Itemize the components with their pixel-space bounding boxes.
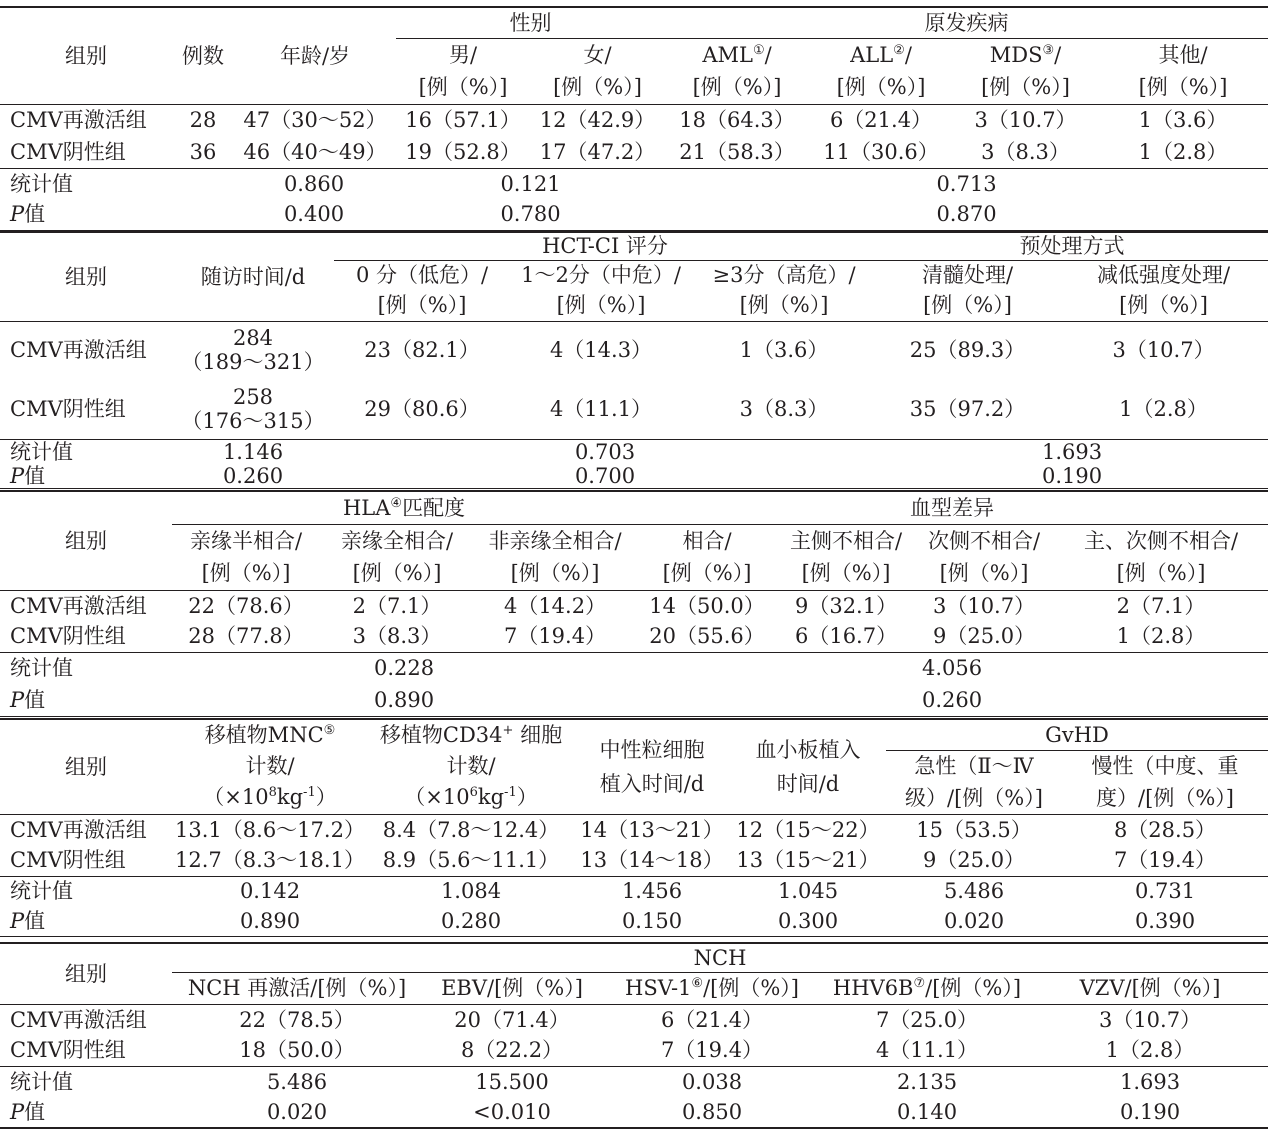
stat-row [0, 876, 1268, 906]
unrel-cell: 7（19.4） [474, 621, 636, 652]
count-cell: 28 [189, 108, 217, 133]
col-mds: MDS③/ [989, 42, 1062, 67]
stat-hct: 0.703 [574, 439, 636, 464]
table-graft [0, 718, 1268, 937]
aml-cell: 18（64.3） [679, 108, 795, 133]
mac-cell: 35（97.2） [876, 379, 1059, 439]
group-label: CMV阴性组 [0, 845, 172, 876]
platelet-cell: 13（15～21） [730, 845, 886, 876]
stat-row [0, 439, 1268, 464]
unit-label: [例（%）] [510, 290, 692, 321]
stat-label: 统计值 [10, 879, 73, 904]
p-vzv: 0.190 [1032, 1097, 1268, 1128]
female-cell: 12（42.9） [539, 108, 656, 133]
low-cell: 23（82.1） [364, 338, 480, 363]
table-row [0, 1004, 1268, 1035]
p-ebv: <0.010 [422, 1097, 602, 1128]
col-header-group: 组别 [0, 232, 172, 321]
col-header-platelet: 血小板植入 时间/d [730, 719, 886, 814]
col-header-sex: 性别 [396, 7, 665, 38]
col-aml: AML①/ [702, 42, 772, 67]
half-cell: 28（77.8） [172, 621, 320, 652]
unit-label: [例（%）] [1098, 71, 1268, 104]
major-cell: 6（16.7） [778, 621, 914, 652]
chronic-cell: 8（28.5） [1113, 817, 1217, 842]
age-cell: 47（30～52） [243, 108, 387, 133]
stat-chronic: 0.731 [1134, 879, 1196, 904]
col-header-group: 组别 [0, 7, 172, 104]
col-header-neutrophil: 中性粒细胞 植入时间/d [574, 719, 730, 814]
female-cell: 17（47.2） [530, 136, 665, 168]
col-mac: 清髓处理/ [921, 263, 1014, 288]
hhv6b-cell: 4（11.1） [822, 1035, 1032, 1066]
other-cell: 1（3.6） [1138, 108, 1228, 133]
table-row [0, 621, 1268, 652]
p-age: 0.400 [172, 199, 396, 230]
stat-label: 统计值 [10, 1069, 73, 1094]
stat-row [0, 168, 1268, 199]
cd34-cell: 8.4（7.8～12.4） [382, 817, 560, 842]
male-cell: 19（52.8） [396, 136, 530, 168]
group-label: CMV阴性组 [0, 136, 172, 168]
p-nch: 0.020 [172, 1097, 422, 1128]
col-match: 相合/ [682, 528, 732, 553]
p-row [0, 684, 1268, 716]
unit-label: [例（%）] [334, 290, 510, 321]
high-cell: 3（8.3） [692, 379, 876, 439]
p-label: P值 [0, 1097, 172, 1128]
p-hct: 0.700 [334, 464, 876, 489]
p-row [0, 906, 1268, 936]
all-cell: 6（21.4） [829, 108, 933, 133]
neutrophil-cell: 13（14～18） [574, 845, 730, 876]
col-acute-unit: 级）/[例（%）] [886, 782, 1062, 814]
unit-label: [例（%）] [809, 71, 953, 104]
minor-cell: 9（25.0） [914, 621, 1054, 652]
group-label: CMV再激活组 [10, 1007, 147, 1032]
col-header-group: 组别 [0, 719, 172, 814]
age-cell: 46（40～49） [234, 136, 396, 168]
stat-label: 统计值 [10, 656, 73, 681]
group-label: CMV阴性组 [0, 1035, 172, 1066]
unit-label: [例（%）] [474, 557, 636, 590]
mac-cell: 25（89.3） [909, 338, 1026, 363]
col-high: ≥3分（高危）/ [712, 263, 856, 288]
col-major: 主侧不相合/ [789, 528, 903, 553]
col-header-age: 年龄/岁 [234, 7, 396, 104]
stat-hhv6b: 2.135 [896, 1069, 958, 1094]
both-cell: 2（7.1） [1116, 593, 1206, 618]
ebv-cell: 8（22.2） [422, 1035, 602, 1066]
stat-cd34: 1.084 [440, 879, 502, 904]
col-hhv6b: HHV6B⑦/[例（%）] [822, 972, 1032, 1004]
both-cell: 1（2.8） [1054, 621, 1268, 652]
col-half: 亲缘半相合/ [189, 528, 303, 553]
table-hla-blood [0, 490, 1268, 717]
chronic-cell: 7（19.4） [1062, 845, 1268, 876]
stat-label: 统计值 [10, 171, 73, 196]
stat-cond: 1.693 [1041, 439, 1103, 464]
p-label: P值 [0, 684, 172, 716]
table-row [0, 136, 1268, 168]
neutrophil-cell: 14（13～21） [580, 817, 724, 842]
col-header-blood: 血型差异 [636, 491, 1268, 524]
minor-cell: 3（10.7） [932, 593, 1036, 618]
unrel-cell: 4（14.2） [503, 593, 607, 618]
stat-hsv: 0.038 [681, 1069, 743, 1094]
match-cell: 20（55.6） [636, 621, 778, 652]
p-follow: 0.260 [172, 464, 334, 489]
col-all: ALL②/ [850, 42, 912, 67]
col-header-follow: 随访时间/d [172, 232, 334, 321]
p-hsv: 0.850 [602, 1097, 822, 1128]
p-cond: 0.190 [876, 464, 1268, 489]
p-label: P值 [0, 199, 172, 230]
stat-label: 统计值 [10, 439, 73, 464]
other-cell: 1（2.8） [1098, 136, 1268, 168]
stat-platelet: 1.045 [777, 879, 839, 904]
p-hla: 0.890 [172, 684, 636, 716]
p-mnc: 0.890 [172, 906, 368, 936]
group-label: CMV阴性组 [0, 379, 172, 439]
unit-label: [例（%）] [665, 71, 809, 104]
col-male: 男/ [448, 42, 478, 67]
unit-label: [例（%）] [876, 290, 1059, 321]
col-header-count: 例数 [172, 7, 234, 104]
ric-cell: 1（2.8） [1059, 379, 1268, 439]
table-row [0, 845, 1268, 876]
p-row [0, 464, 1268, 489]
stat-nch: 5.486 [266, 1069, 328, 1094]
p-acute: 0.020 [886, 906, 1062, 936]
col-both: 主、次侧不相合/ [1083, 528, 1239, 553]
p-neutrophil: 0.150 [574, 906, 730, 936]
stat-mnc: 0.142 [239, 879, 301, 904]
ebv-cell: 20（71.4） [454, 1007, 570, 1032]
aml-cell: 21（58.3） [665, 136, 809, 168]
col-header-cd34: 移植物CD34+ 细胞 计数/ $(\times 10^6kg^{-1})$ [368, 719, 574, 814]
stat-hla: 0.228 [373, 656, 435, 681]
high-cell: 1（3.6） [739, 338, 829, 363]
p-cd34: 0.280 [368, 906, 574, 936]
mnc-cell: 13.1（8.6～17.2） [175, 817, 365, 842]
col-chronic-unit: 度）/[例（%）] [1062, 782, 1268, 814]
col-vzv: VZV/[例（%）] [1032, 972, 1268, 1004]
table-row [0, 814, 1268, 845]
table-followup [0, 231, 1268, 489]
mnc-cell: 12.7（8.3～18.1） [172, 845, 368, 876]
col-mid: 1～2分（中危）/ [521, 263, 681, 288]
half-cell: 22（78.6） [188, 593, 304, 618]
count-cell: 36 [172, 136, 234, 168]
table-row [0, 1035, 1268, 1066]
col-header-hla: HLA④匹配度 [172, 491, 636, 524]
group-label: CMV再激活组 [10, 108, 147, 133]
ric-cell: 3（10.7） [1112, 338, 1215, 363]
table-row [0, 590, 1268, 621]
unit-label: [例（%）] [778, 557, 914, 590]
col-header-gvhd: GvHD [886, 719, 1268, 750]
group-label: CMV再激活组 [10, 817, 147, 842]
table-row [0, 379, 1268, 439]
col-low: 0 分（低危）/ [355, 263, 489, 288]
table-row [0, 104, 1268, 136]
hsv-cell: 7（19.4） [602, 1035, 822, 1066]
p-label: P值 [0, 464, 172, 489]
unit-label: [例（%）] [692, 290, 876, 321]
col-header-mnc: 移植物MNC⑤ 计数/ $(\times 10^8kg^{-1})$ [172, 719, 368, 814]
group-label: CMV再激活组 [10, 593, 147, 618]
col-unrel: 非亲缘全相合/ [488, 528, 622, 553]
stat-ebv: 15.500 [475, 1069, 549, 1094]
col-header-group: 组别 [0, 943, 172, 1004]
group-label: CMV再激活组 [10, 338, 147, 363]
col-full: 亲缘全相合/ [340, 528, 454, 553]
col-header-group: 组别 [0, 491, 172, 590]
hhv6b-cell: 7（25.0） [875, 1007, 979, 1032]
p-sex: 0.780 [396, 199, 665, 230]
col-header-nch: NCH [172, 943, 1268, 972]
col-minor: 次侧不相合/ [927, 528, 1041, 553]
table-row [0, 321, 1268, 379]
p-row [0, 199, 1268, 230]
follow-cell: 284 （189～321） [181, 326, 325, 375]
stat-disease: 0.713 [936, 171, 997, 196]
hsv-cell: 6（21.4） [660, 1007, 764, 1032]
stat-blood: 4.056 [921, 656, 983, 681]
male-cell: 16（57.1） [405, 108, 521, 133]
platelet-cell: 12（15～22） [736, 817, 880, 842]
nch-cell: 18（50.0） [172, 1035, 422, 1066]
unit-label: [例（%）] [172, 557, 320, 590]
unit-label: [例（%）] [1059, 290, 1268, 321]
col-chronic: 慢性（中度、重 [1091, 754, 1239, 779]
p-chronic: 0.390 [1062, 906, 1268, 936]
p-hhv6b: 0.140 [822, 1097, 1032, 1128]
acute-cell: 9（25.0） [886, 845, 1062, 876]
unit-label: [例（%）] [530, 71, 665, 104]
vzv-cell: 3（10.7） [1098, 1007, 1202, 1032]
stat-vzv: 1.693 [1119, 1069, 1181, 1094]
col-header-cond: 预处理方式 [876, 232, 1268, 260]
match-cell: 14（50.0） [649, 593, 765, 618]
table-demographics [0, 6, 1268, 231]
all-cell: 11（30.6） [809, 136, 953, 168]
col-female: 女/ [583, 42, 612, 67]
group-label: CMV阴性组 [0, 621, 172, 652]
mid-cell: 4（11.1） [510, 379, 692, 439]
mds-cell: 3（10.7） [974, 108, 1077, 133]
full-cell: 3（8.3） [320, 621, 474, 652]
unit-label: [例（%）] [396, 71, 530, 104]
col-nch-reactivation: NCH 再激活/[例（%）] [172, 972, 422, 1004]
p-label: P值 [0, 906, 172, 936]
col-other: 其他/ [1158, 42, 1208, 67]
col-ric: 减低强度处理/ [1096, 263, 1231, 288]
p-platelet: 0.300 [730, 906, 886, 936]
nch-cell: 22（78.5） [239, 1007, 355, 1032]
unit-label: [例（%）] [1054, 557, 1268, 590]
col-header-hct: HCT-CI 评分 [334, 232, 876, 260]
mid-cell: 4（14.3） [549, 338, 653, 363]
p-blood: 0.260 [636, 684, 1268, 716]
col-acute: 急性（Ⅱ～Ⅳ [914, 754, 1034, 779]
mds-cell: 3（8.3） [953, 136, 1098, 168]
stat-row [0, 652, 1268, 684]
col-hsv: HSV-1⑥/[例（%）] [602, 972, 822, 1004]
stat-row [0, 1066, 1268, 1097]
stat-age: 0.860 [283, 171, 345, 196]
p-row [0, 1097, 1268, 1128]
table-nch [0, 942, 1268, 1129]
stat-follow: 1.146 [222, 439, 284, 464]
full-cell: 2（7.1） [352, 593, 442, 618]
cd34-cell: 8.9（5.6～11.1） [368, 845, 574, 876]
unit-label: [例（%）] [636, 557, 778, 590]
follow-cell: 258 （176～315） [172, 379, 334, 439]
stat-sex: 0.121 [500, 171, 561, 196]
major-cell: 9（32.1） [794, 593, 898, 618]
stat-acute: 5.486 [943, 879, 1005, 904]
unit-label: [例（%）] [914, 557, 1054, 590]
p-disease: 0.870 [665, 199, 1268, 230]
unit-label: [例（%）] [953, 71, 1098, 104]
acute-cell: 15（53.5） [916, 817, 1032, 842]
vzv-cell: 1（2.8） [1032, 1035, 1268, 1066]
low-cell: 29（80.6） [334, 379, 510, 439]
col-header-disease: 原发疾病 [665, 7, 1268, 38]
stat-neutrophil: 1.456 [621, 879, 683, 904]
col-ebv: EBV/[例（%）] [422, 972, 602, 1004]
unit-label: [例（%）] [320, 557, 474, 590]
